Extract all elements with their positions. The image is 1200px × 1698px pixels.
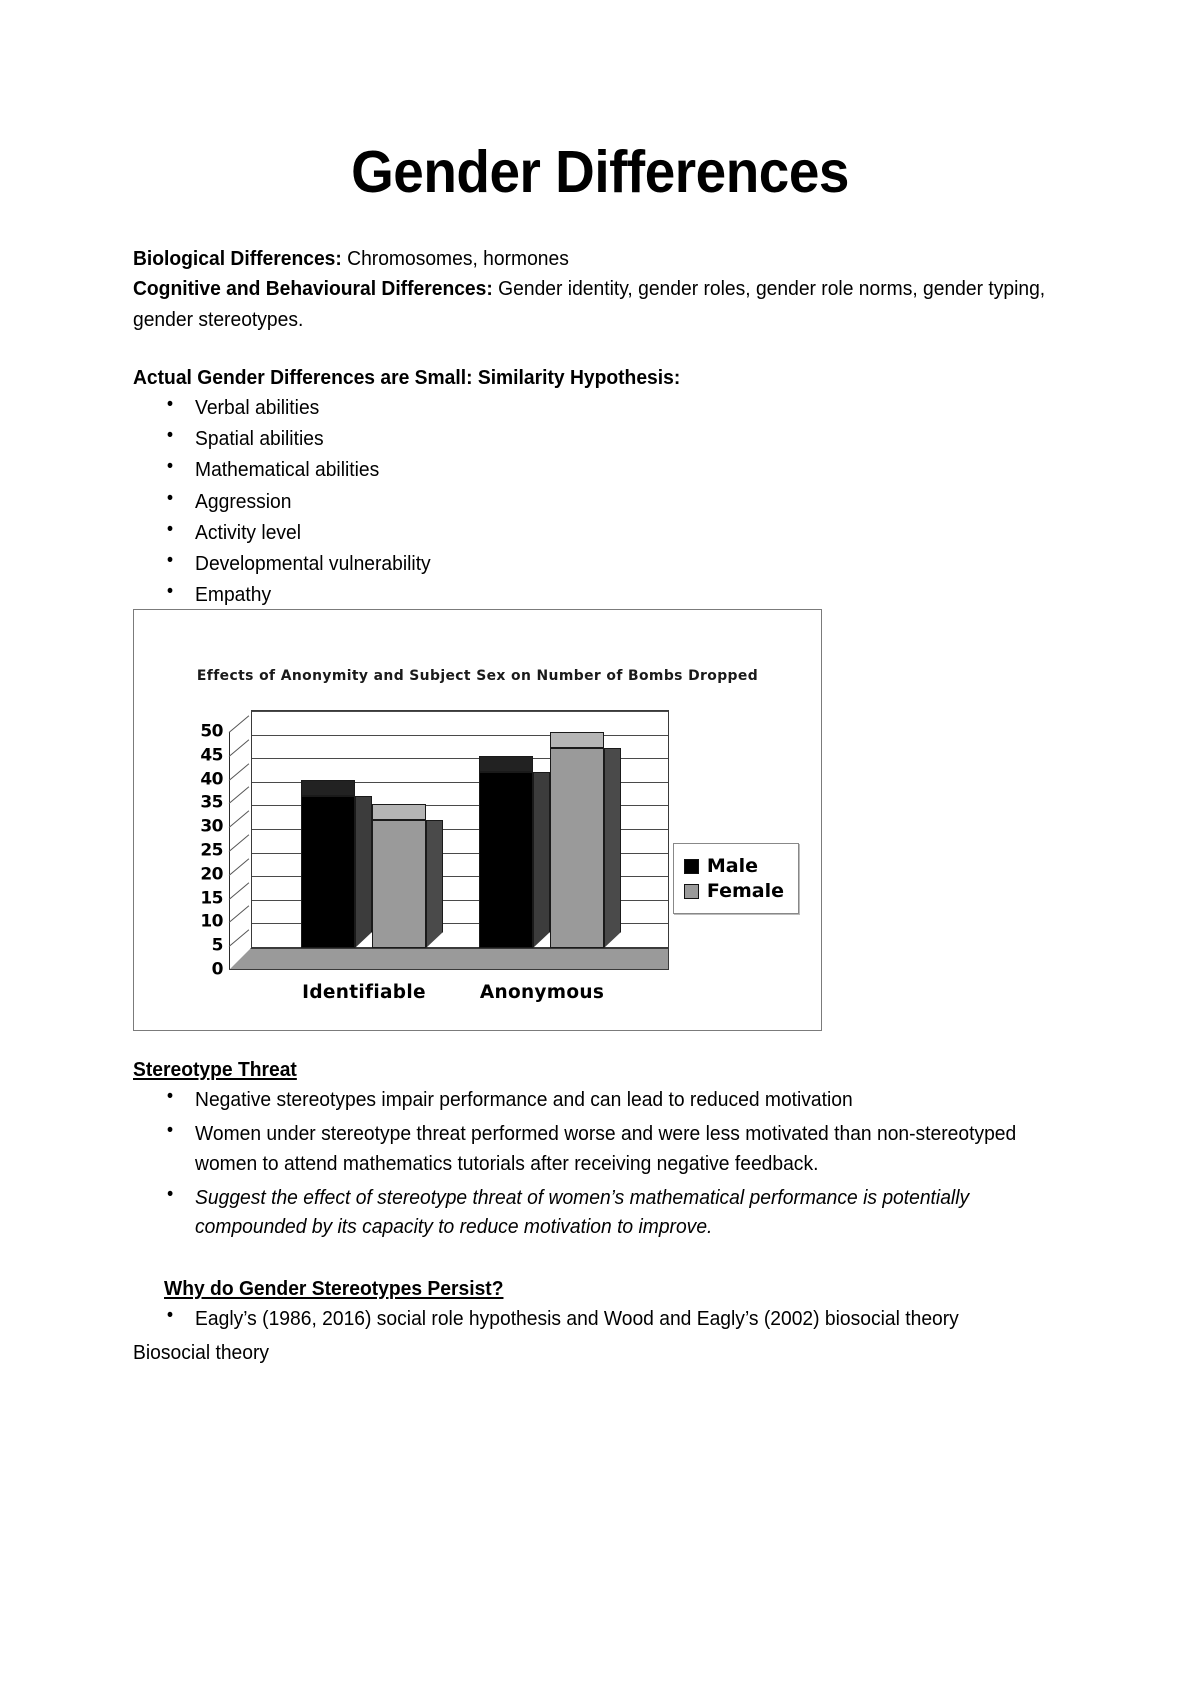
bar-front-face bbox=[301, 796, 355, 948]
list-item: • Activity level bbox=[133, 518, 1064, 547]
bar-top-face bbox=[372, 804, 426, 820]
list-item: • Developmental vulnerability bbox=[133, 549, 1064, 578]
bar-side-face bbox=[533, 772, 550, 948]
document-body bbox=[133, 0, 1067, 611]
spacer bbox=[133, 335, 1064, 363]
intro-line-2 bbox=[133, 274, 1064, 335]
bar-top-face bbox=[479, 756, 533, 772]
similarity-heading: Actual Gender Differences are Small: Similarity Hypothesis: bbox=[133, 365, 681, 389]
persist-list bbox=[133, 1304, 1064, 1333]
y-tick-label: 50 bbox=[200, 721, 223, 742]
list-item: • Verbal abilities bbox=[133, 393, 1064, 422]
persist-heading-wrap bbox=[164, 1274, 1064, 1304]
bar-front-face bbox=[372, 820, 426, 948]
chart-legend bbox=[673, 843, 799, 914]
bar-top-face bbox=[301, 780, 355, 796]
bar-front-face bbox=[550, 748, 604, 948]
x-tick-label-anonymous: Anonymous bbox=[479, 982, 605, 1003]
bar-side-face bbox=[355, 796, 372, 948]
persist-trailing-text: Biosocial theory bbox=[133, 1341, 270, 1365]
persist-heading: Why do Gender Stereotypes Persist? bbox=[164, 1276, 504, 1300]
list-item: • Spatial abilities bbox=[133, 424, 1064, 453]
list-item: • Aggression bbox=[133, 487, 1064, 516]
lower-body bbox=[133, 1055, 1067, 1369]
x-tick-label-identifiable: Identifiable bbox=[302, 982, 426, 1003]
intro-label-biological: Biological Differences: bbox=[133, 246, 342, 270]
list-item: • Mathematical abilities bbox=[133, 455, 1064, 484]
y-tick-label: 35 bbox=[200, 792, 223, 813]
bar-female-anonymous bbox=[550, 748, 604, 948]
list-item: • Negative stereotypes impair performance and can lead to reduced motivation bbox=[133, 1085, 1064, 1114]
y-tick-label: 15 bbox=[200, 888, 223, 909]
bar-top-face bbox=[550, 732, 604, 748]
bar-front-face bbox=[479, 772, 533, 948]
bar-side-face bbox=[426, 820, 443, 948]
legend-swatch-icon bbox=[684, 859, 699, 874]
y-tick-label: 40 bbox=[200, 769, 223, 790]
y-tick-label: 10 bbox=[200, 911, 223, 932]
page-title: Gender Differences bbox=[351, 139, 849, 205]
list-item: • Women under stereotype threat performed worse and were less motivated than non-stereotyped women to attend mathematics tutorials after receiving negative feedback. bbox=[133, 1119, 1064, 1177]
chart-title: Effects of Anonymity and Subject Sex on Number of Bombs Dropped bbox=[196, 668, 759, 684]
intro-line-1 bbox=[133, 244, 1064, 274]
stereotype-threat-list bbox=[133, 1085, 1064, 1241]
bar-male-identifiable bbox=[301, 796, 355, 948]
bar-male-anonymous bbox=[479, 772, 533, 948]
chart-figure bbox=[133, 609, 822, 1031]
y-tick-label: 45 bbox=[200, 745, 223, 766]
intro-block bbox=[133, 244, 1064, 609]
y-tick-label: 25 bbox=[200, 840, 223, 861]
y-tick-label: 5 bbox=[211, 935, 223, 956]
bar-side-face bbox=[604, 748, 621, 948]
y-tick-label: 20 bbox=[200, 864, 223, 885]
stereotype-threat-heading: Stereotype Threat bbox=[133, 1058, 297, 1081]
y-tick-label: 0 bbox=[211, 959, 223, 980]
list-item: • Eagly’s (1986, 2016) social role hypothesis and Wood and Eagly’s (2002) biosocial theory bbox=[133, 1304, 1064, 1333]
bars-layer bbox=[229, 710, 669, 970]
legend-label: Male bbox=[706, 855, 759, 877]
list-item: • Suggest the effect of stereotype threat of women’s mathematical performance is potentially compounded by its capacity to reduce motivation to improve. bbox=[133, 1183, 1064, 1241]
bar-female-identifiable bbox=[372, 820, 426, 948]
legend-item-female bbox=[684, 880, 784, 902]
intro-text-biological: Chromosomes, hormones bbox=[341, 246, 569, 270]
list-item: • Empathy bbox=[133, 580, 1064, 609]
y-tick-label: 30 bbox=[200, 816, 223, 837]
intro-text-cognitive: Gender identity, gender roles, gender role norms, gender typing, gender stereotypes. bbox=[133, 277, 1046, 331]
legend-label: Female bbox=[706, 880, 784, 902]
legend-swatch-icon bbox=[684, 884, 699, 899]
stereotype-threat-block bbox=[133, 1055, 1064, 1369]
chart-plot-area bbox=[200, 710, 669, 1003]
intro-label-cognitive: Cognitive and Behavioural Differences: bbox=[133, 277, 493, 301]
spacer bbox=[133, 1246, 1064, 1274]
legend-item-male bbox=[684, 855, 784, 877]
similarity-list bbox=[133, 393, 1064, 609]
stereotype-threat-heading-wrap bbox=[133, 1055, 1064, 1085]
